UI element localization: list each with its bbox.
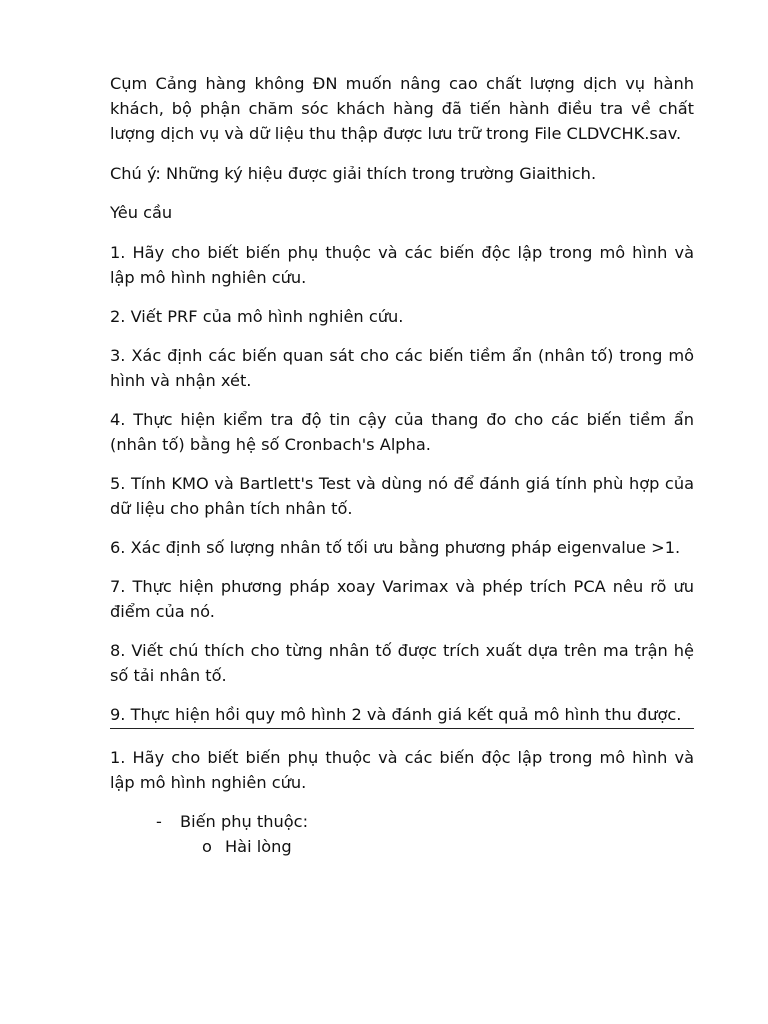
task-list bbox=[110, 240, 694, 729]
task-item-5: 5. Tính KMO và Bartlett's Test và dùng nó để đánh giá tính phù hợp của dữ liệu cho phân tích nhân tố. bbox=[110, 474, 694, 518]
answer-bullet-list bbox=[110, 809, 694, 859]
task-item-4: 4. Thực hiện kiểm tra độ tin cậy của thang đo cho các biến tiềm ẩn (nhân tố) bằng hệ số Cronbach's Alpha. bbox=[110, 410, 694, 454]
bullet-label: Biến phụ thuộc: bbox=[180, 812, 309, 831]
answer-section bbox=[110, 745, 694, 859]
dash-bullet-icon: - bbox=[156, 812, 162, 831]
task-item-8: 8. Viết chú thích cho từng nhân tố được trích xuất dựa trên ma trận hệ số tải nhân tố. bbox=[110, 641, 694, 685]
sub-bullet-label: Hài lòng bbox=[225, 837, 292, 856]
task-item-2: 2. Viết PRF của mô hình nghiên cứu. bbox=[110, 307, 404, 326]
task-item-7: 7. Thực hiện phương pháp xoay Varimax và phép trích PCA nêu rõ ưu điểm của nó. bbox=[110, 577, 694, 621]
intro-paragraph: Cụm Cảng hàng không ĐN muốn nâng cao chất lượng dịch vụ hành khách, bộ phận chăm sóc khách hàng đã tiến hành điều tra về chất lượng dịch vụ và dữ liệu thu thập được lưu trữ trong File CLDVCHK.sav. bbox=[110, 74, 694, 143]
note-paragraph: Chú ý: Những ký hiệu được giải thích trong trường Giaithich. bbox=[110, 164, 597, 183]
list-item bbox=[110, 834, 694, 859]
task-item-9: 9. Thực hiện hồi quy mô hình 2 và đánh giá kết quả mô hình thu được. bbox=[110, 702, 694, 729]
circle-bullet-icon: o bbox=[202, 837, 212, 856]
task-item-6: 6. Xác định số lượng nhân tố tối ưu bằng phương pháp eigenvalue >1. bbox=[110, 538, 681, 557]
task-item-3: 3. Xác định các biến quan sát cho các biến tiềm ẩn (nhân tố) trong mô hình và nhận xét. bbox=[110, 346, 694, 390]
answer-question: 1. Hãy cho biết biến phụ thuộc và các biến độc lập trong mô hình và lập mô hình nghiên cứu. bbox=[110, 748, 694, 792]
task-item-1: 1. Hãy cho biết biến phụ thuộc và các biến độc lập trong mô hình và lập mô hình nghiên cứu. bbox=[110, 243, 694, 287]
document-page bbox=[110, 71, 694, 859]
list-item bbox=[110, 809, 694, 834]
requirements-heading: Yêu cầu bbox=[110, 203, 173, 222]
